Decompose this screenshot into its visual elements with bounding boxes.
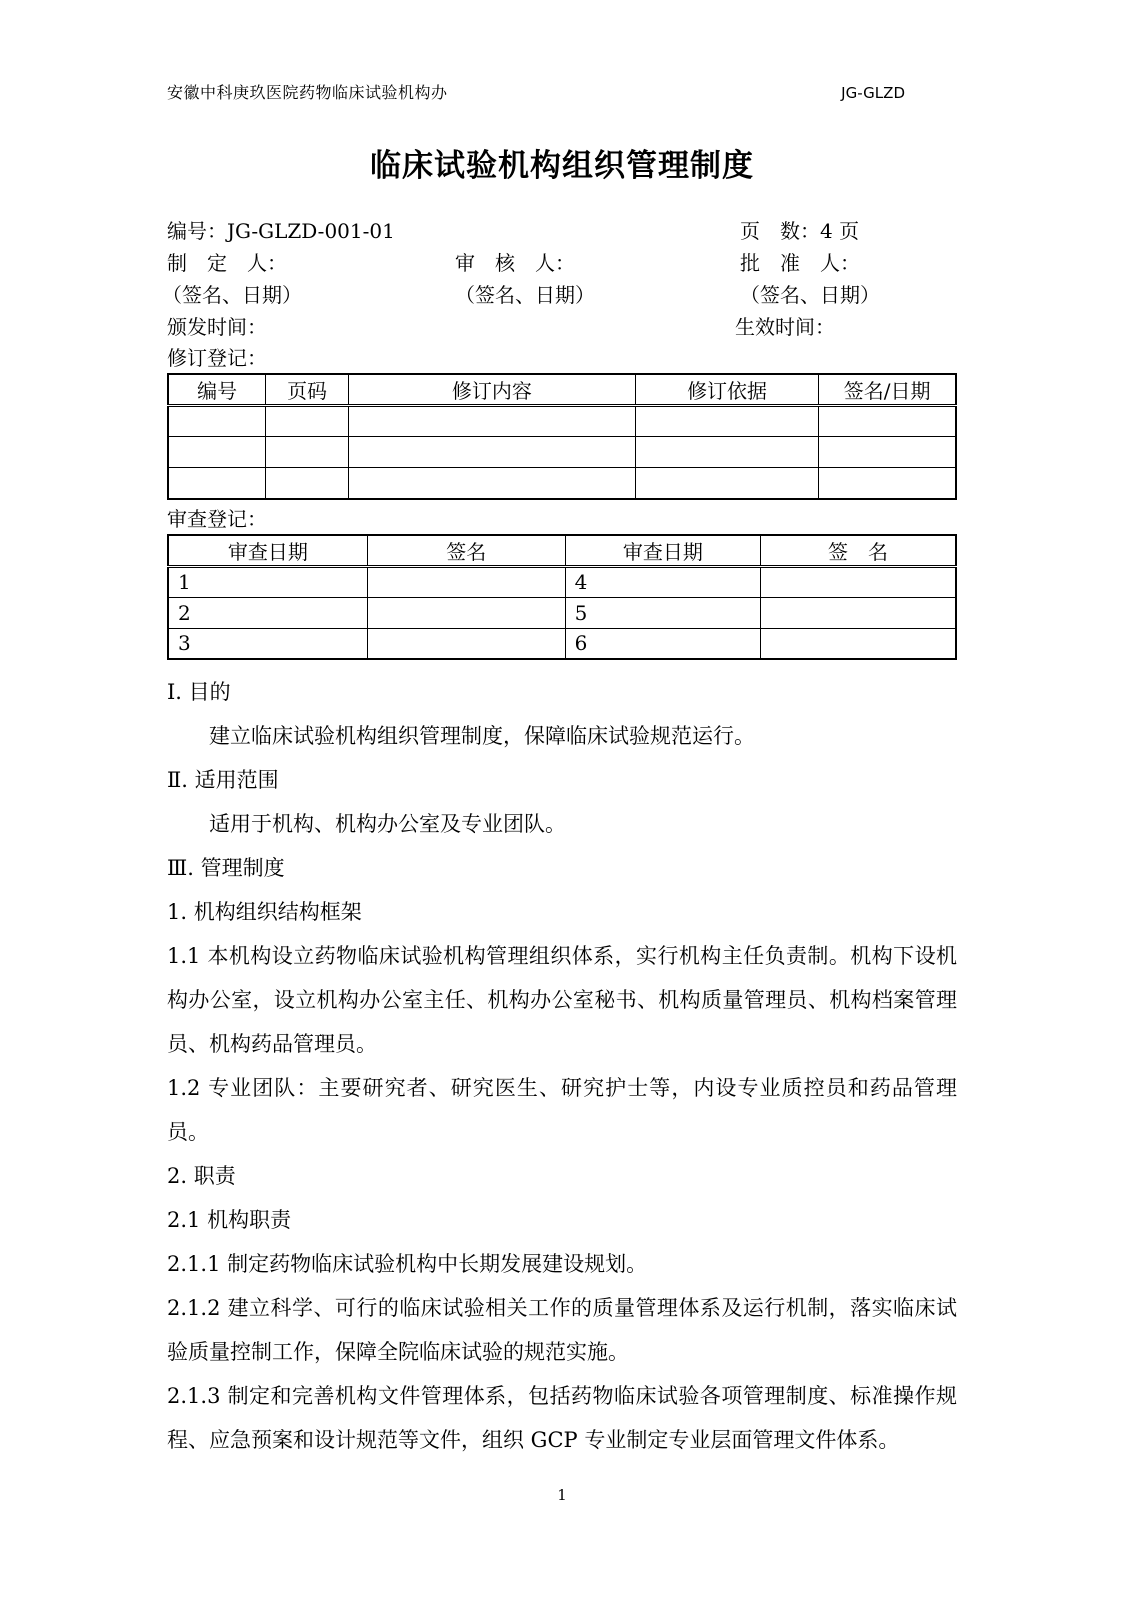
table-row — [168, 597, 956, 628]
document-title: 临床试验机构组织管理制度 — [370, 148, 754, 184]
table-cell — [266, 406, 349, 437]
paragraph-purpose: 建立临床试验机构组织管理制度，保障临床试验规范运行。 — [209, 724, 755, 748]
paragraph-2-1-2: 2.1.2 建立科学、可行的临床试验相关工作的质量管理体系及运行机制，落实临床试验质量控制工作，保障全院临床试验的规范实施。 — [167, 1296, 957, 1364]
revision-col-number: 编号 — [168, 374, 266, 406]
paragraph-1-2: 1.2 专业团队：主要研究者、研究医生、研究护士等，内设专业质控员和药品管理员。 — [167, 1076, 957, 1144]
revision-col-basis: 修订依据 — [635, 374, 819, 406]
heading-2-duties: 2. 职责 — [167, 1164, 236, 1188]
review-table-header-row — [168, 535, 956, 567]
table-cell — [348, 468, 635, 499]
review-row-number: 2 — [168, 597, 367, 628]
maker-sign-note: （签名、日期） — [162, 283, 302, 307]
table-cell — [168, 468, 266, 499]
heading-1-structure: 1. 机构组织结构框架 — [167, 900, 362, 924]
review-col-sign-1: 签名 — [367, 535, 565, 567]
table-row — [168, 628, 956, 659]
review-row-number: 4 — [565, 566, 760, 597]
review-row-number: 6 — [565, 628, 760, 659]
doc-number: 编号：JG-GLZD-001-01 — [167, 219, 395, 243]
table-cell — [168, 437, 266, 468]
table-row — [168, 566, 956, 597]
table-cell — [761, 566, 956, 597]
table-cell — [635, 468, 819, 499]
table-cell — [761, 628, 956, 659]
issue-time-label: 颁发时间： — [167, 315, 267, 339]
table-cell — [367, 597, 565, 628]
review-col-date-2: 审查日期 — [565, 535, 760, 567]
table-cell — [266, 468, 349, 499]
paragraph-1-1: 1.1 本机构设立药物临床试验机构管理组织体系，实行机构主任负责制。机构下设机构办公室，设立机构办公室主任、机构办公室秘书、机构质量管理员、机构档案管理员、机构药品管理员。 — [167, 944, 957, 1056]
paragraph-2-1-3: 2.1.3 制定和完善机构文件管理体系，包括药物临床试验各项管理制度、标准操作规程、应急预案和设计规范等文件，组织 GCP 专业制定专业层面管理文件体系。 — [167, 1384, 957, 1452]
table-cell — [266, 437, 349, 468]
review-row-number: 3 — [168, 628, 367, 659]
table-cell — [635, 406, 819, 437]
table-cell — [348, 437, 635, 468]
review-row-number: 1 — [168, 566, 367, 597]
table-row — [168, 437, 956, 468]
meta-row-times — [167, 311, 957, 343]
review-section-label: 审查登记： — [167, 506, 267, 531]
running-header — [167, 0, 957, 103]
revision-section-label: 修订登记： — [167, 346, 267, 370]
revision-col-signdate: 签名/日期 — [819, 374, 956, 406]
page-content — [162, 0, 957, 1462]
heading-2-1-institution-duties: 2.1 机构职责 — [167, 1208, 292, 1232]
review-table — [167, 534, 957, 661]
approver-sign-note: （签名、日期） — [740, 283, 880, 307]
document-code: JG-GLZD — [841, 84, 905, 102]
meta-row-number-pages — [167, 215, 957, 247]
revision-table-header-row — [168, 374, 956, 406]
review-col-date-1: 审查日期 — [168, 535, 367, 567]
paragraph-2-1-1: 2.1.1 制定药物临床试验机构中长期发展建设规划。 — [167, 1252, 648, 1276]
table-cell — [367, 566, 565, 597]
maker-label: 制 定 人： — [167, 251, 287, 275]
meta-row-persons — [167, 247, 957, 279]
revision-table — [167, 373, 957, 500]
table-cell — [168, 406, 266, 437]
institution-name: 安徽中科庚玖医院药物临床试验机构办 — [167, 83, 448, 102]
section-heading-purpose: Ⅰ. 目的 — [167, 680, 231, 704]
effective-time-label: 生效时间： — [735, 315, 835, 339]
meta-row-sign-date — [162, 279, 957, 311]
table-cell — [348, 406, 635, 437]
table-cell — [819, 406, 956, 437]
meta-spacer — [455, 215, 740, 247]
table-row — [168, 406, 956, 437]
reviewer-sign-note: （签名、日期） — [455, 283, 595, 307]
section-heading-system: Ⅲ. 管理制度 — [167, 856, 285, 880]
table-cell — [819, 468, 956, 499]
review-row-number: 5 — [565, 597, 760, 628]
page-number: 1 — [557, 1486, 567, 1504]
revision-col-page: 页码 — [266, 374, 349, 406]
revision-col-content: 修订内容 — [348, 374, 635, 406]
page-count: 页 数：4 页 — [740, 219, 860, 243]
document-body — [167, 670, 957, 1462]
reviewer-label: 审 核 人： — [455, 251, 575, 275]
paragraph-scope: 适用于机构、机构办公室及专业团队。 — [209, 812, 566, 836]
table-cell — [819, 437, 956, 468]
review-col-sign-2: 签 名 — [761, 535, 956, 567]
table-row — [168, 468, 956, 499]
meta-spacer — [455, 311, 740, 343]
table-cell — [761, 597, 956, 628]
approver-label: 批 准 人： — [740, 251, 860, 275]
metadata-block — [162, 215, 957, 343]
section-heading-scope: Ⅱ. 适用范围 — [167, 768, 279, 792]
table-cell — [635, 437, 819, 468]
table-cell — [367, 628, 565, 659]
